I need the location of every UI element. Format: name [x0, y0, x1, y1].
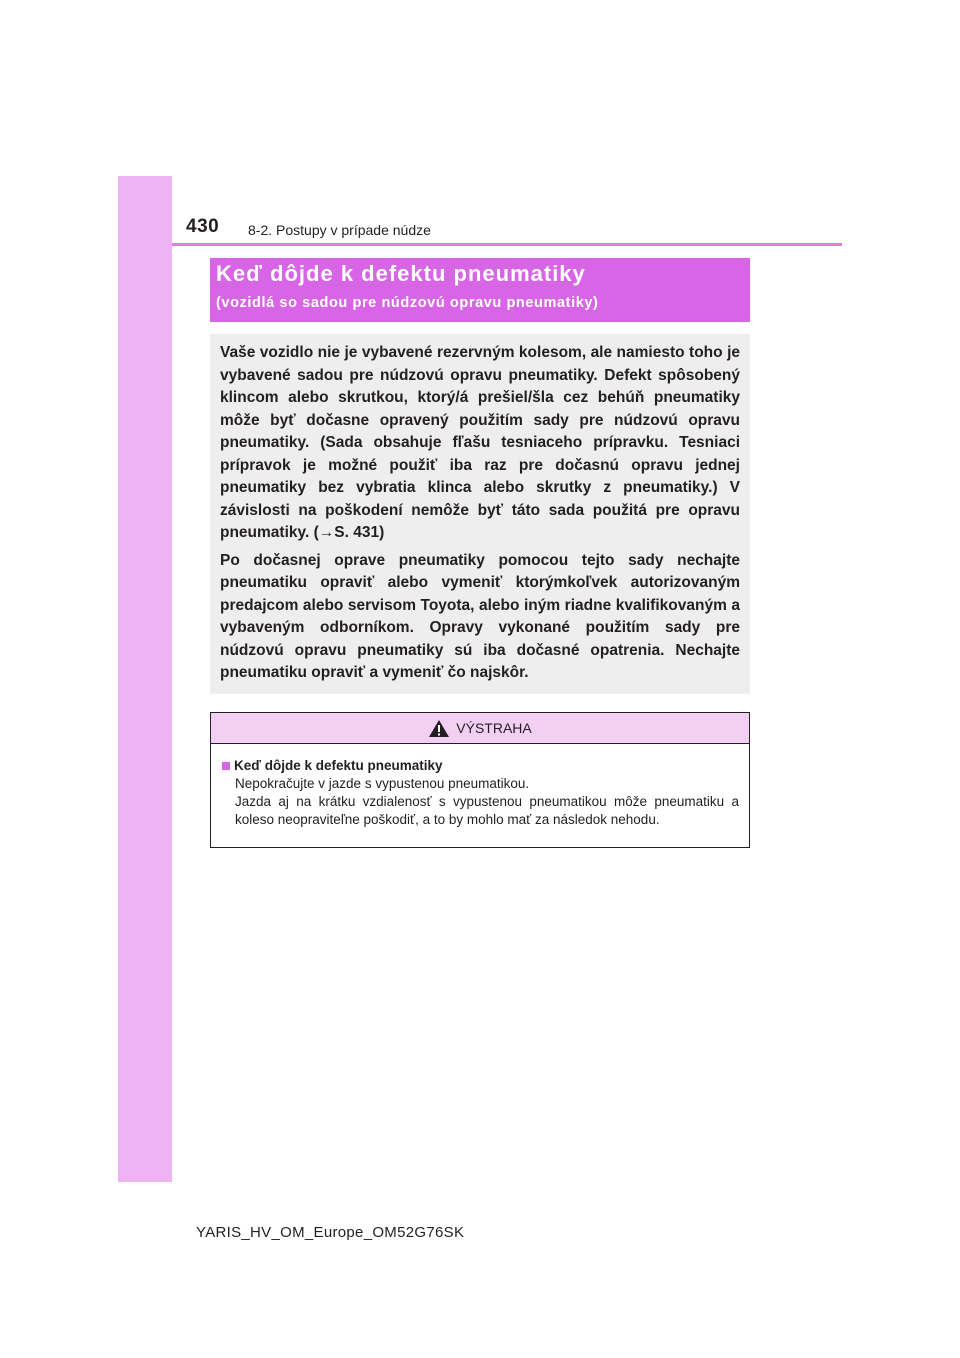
- warning-line-2: Jazda aj na krátku vzdialenosť s vypustenou pneumatikou môže pneumatiku a koleso neopraviteľne poškodiť, a to by mohlo mať za následok nehodu.: [235, 794, 739, 827]
- footer-document-code: YARIS_HV_OM_Europe_OM52G76SK: [196, 1224, 465, 1241]
- intro-paragraph-2: Po dočasnej oprave pneumatiky pomocou tejto sady nechajte pneumatiku opraviť alebo vymeniť ktorýmkoľvek autorizovaným predajcom alebo servisom Toyota, alebo iným riadne kvalifikovaným a vybaveným odborníkom. Opravy vykonané použitím sady pre núdzovú opravu pneumatiky sú iba dočasné opatrenia. Nechajte pneumatiku opraviť a vymeniť čo najskôr.: [220, 551, 740, 681]
- chapter-sidebar-tab: [118, 176, 172, 1182]
- warning-body: [211, 744, 749, 829]
- page-title: Keď dôjde k defektu pneumatiky: [216, 261, 586, 286]
- header-divider: [172, 243, 842, 246]
- warning-label: VÝSTRAHA: [456, 720, 532, 736]
- warning-item-title: [222, 757, 739, 775]
- warning-item-title-text: Keď dôjde k defektu pneumatiky: [234, 758, 443, 773]
- warning-text: [222, 775, 739, 829]
- section-title: 8-2. Postupy v prípade núdze: [248, 222, 431, 238]
- page-number: 430: [186, 216, 220, 237]
- warning-triangle-icon: [428, 719, 450, 738]
- intro-paragraph-1: Vaše vozidlo nie je vybavené rezervným kolesom, ale namiesto toho je vybavené sadou pre núdzovú opravu pneumatiky. Defekt spôsobený klincom alebo skrutkou, ktorý/á prešiel/šla cez behúň pneumatiky môže byť dočasne opravený použitím sady pre núdzovú opravu pneumatiky. (Sada obsahuje fľašu tesniaceho prípravku. Tesniaci prípravok je možné použiť iba raz pre dočasnú opravu jednej pneumatiky bez vybratia klinca alebo skrutky z pneumatiky.) V závislosti na poškodení nemôže byť táto sada použitá pre opravu pneumatiky. (→S. 431): [220, 344, 740, 541]
- warning-box: [210, 712, 750, 848]
- intro-box: [210, 334, 750, 694]
- warning-line-1: Nepokračujte v jazde s vypustenou pneumatikou.: [235, 776, 530, 791]
- square-bullet-icon: [222, 762, 230, 770]
- warning-header: [211, 713, 749, 744]
- title-banner: [210, 258, 750, 322]
- page-subtitle: (vozidlá so sadou pre núdzovú opravu pneumatiky): [216, 295, 599, 311]
